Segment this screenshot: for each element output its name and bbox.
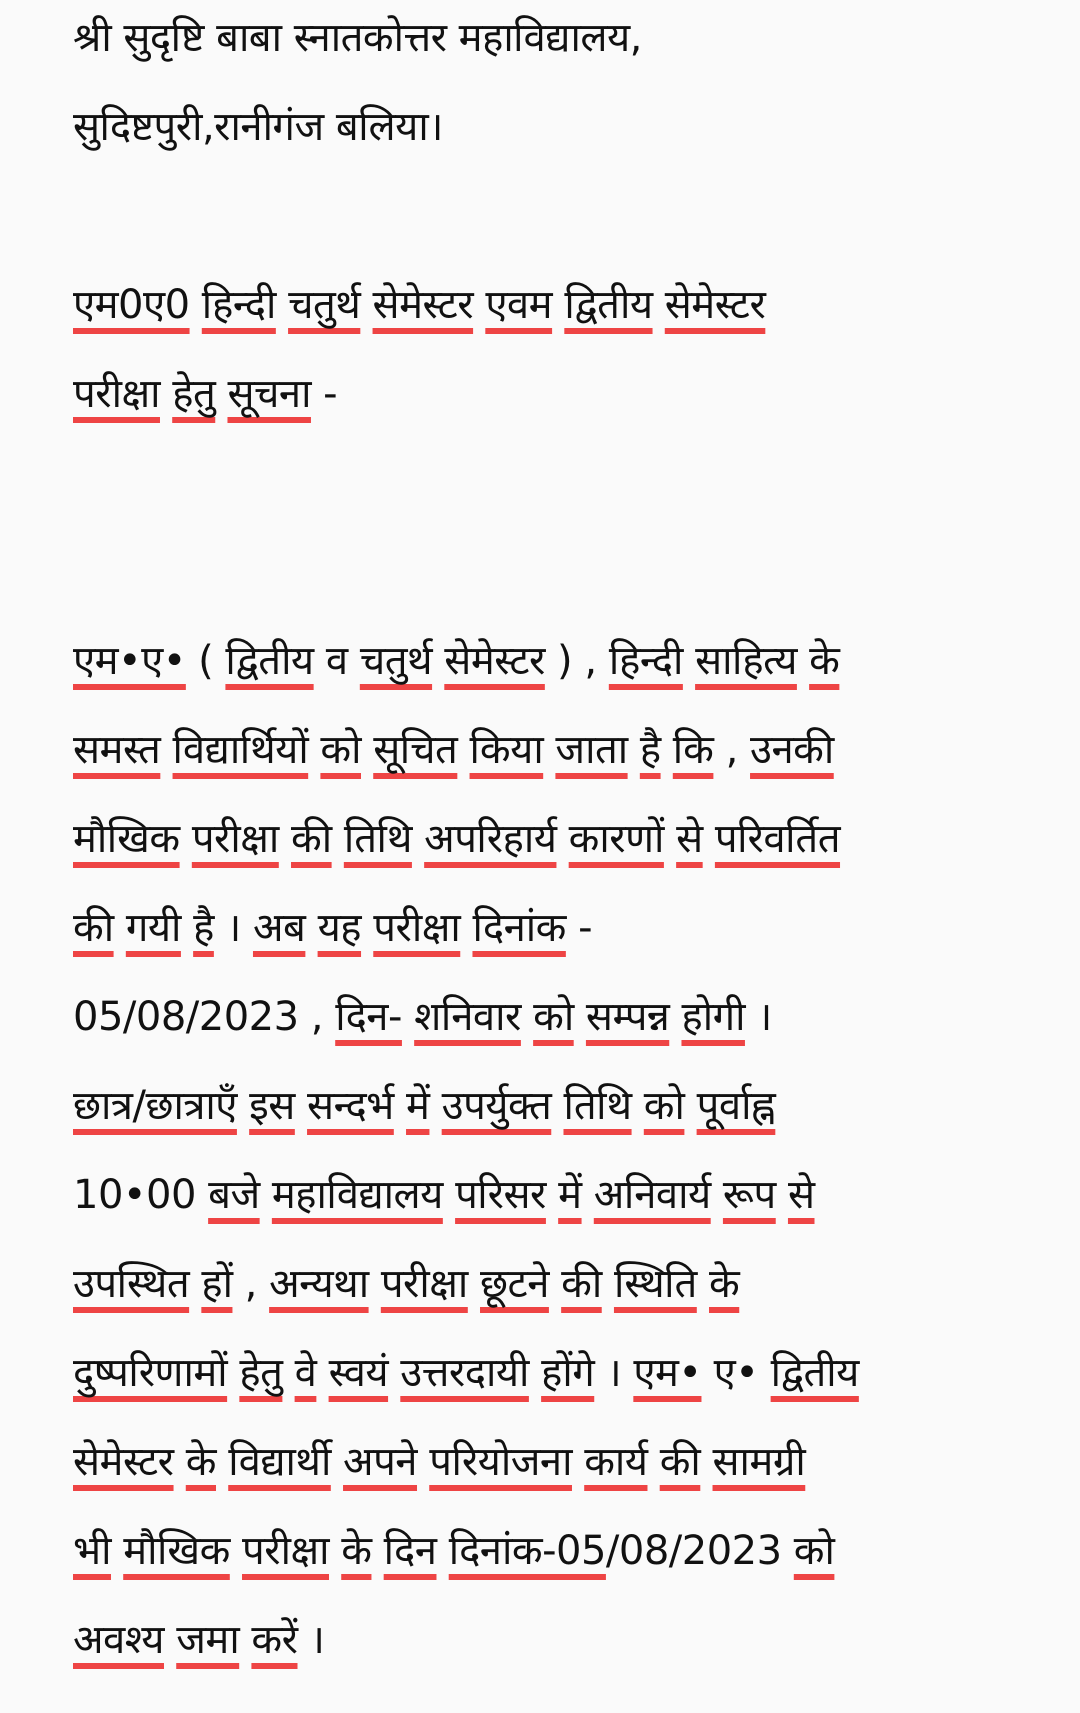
text-line [73, 1163, 1013, 1252]
misspelled-word[interactable]: दिन [383, 1528, 437, 1574]
text-run [457, 727, 469, 773]
misspelled-word[interactable]: सम्पन्न [585, 994, 670, 1040]
misspelled-word[interactable]: इस [249, 1083, 295, 1129]
text-run [329, 1528, 341, 1574]
text-run [436, 1528, 448, 1574]
misspelled-word[interactable]: उपस्थित [73, 1261, 190, 1307]
text-line [73, 718, 1013, 807]
misspelled-word[interactable]: के [709, 1261, 740, 1307]
text-run: श्री सुदृष्टि बाबा स्नातकोत्तर महाविद्यालय, [73, 15, 642, 61]
misspelled-word[interactable]: होगी [681, 994, 745, 1040]
misspelled-word[interactable]: अनिवार्य [593, 1172, 711, 1218]
misspelled-word[interactable]: हिन्दी [608, 638, 683, 684]
text-run: । [213, 905, 253, 951]
text-run: /08/2023 [605, 1528, 794, 1574]
text-run [237, 1083, 249, 1129]
misspelled-word[interactable]: सेमेस्टर [664, 282, 766, 328]
misspelled-word[interactable]: परिसर [455, 1172, 546, 1218]
blank-line [73, 451, 1013, 540]
text-run: सुदिष्टपुरी,रानीगंज बलिया। [73, 104, 443, 150]
misspelled-word[interactable]: छूटने [480, 1261, 549, 1307]
misspelled-word[interactable]: जाता [555, 727, 628, 773]
text-run [260, 1172, 272, 1218]
misspelled-word[interactable]: एम• [633, 1350, 702, 1396]
text-run [697, 1261, 709, 1307]
misspelled-word[interactable]: अन्यथा [269, 1261, 369, 1307]
misspelled-word[interactable]: शनिवार [414, 994, 521, 1040]
misspelled-word[interactable]: यह [317, 905, 362, 951]
text-run [361, 905, 373, 951]
text-run [316, 1350, 328, 1396]
text-line [73, 1341, 1013, 1430]
text-run [361, 727, 373, 773]
misspelled-word[interactable]: चतुर्थ [359, 638, 433, 684]
text-run: - [565, 905, 593, 951]
misspelled-word[interactable]: एवम [485, 282, 553, 328]
text-run: ए• [701, 1350, 771, 1396]
misspelled-word[interactable]: उपर्युक्त [441, 1083, 552, 1129]
misspelled-word[interactable]: तिथि [563, 1083, 632, 1129]
text-run [160, 371, 172, 417]
text-line [73, 896, 1013, 985]
misspelled-word[interactable]: हिन्दी [201, 282, 276, 328]
misspelled-word[interactable]: के [809, 638, 840, 684]
text-run [230, 1528, 242, 1574]
text-run [279, 816, 291, 862]
misspelled-word[interactable]: विद्यार्थियों [172, 727, 309, 773]
text-run: । [297, 1617, 325, 1663]
misspelled-word[interactable]: की [659, 1439, 701, 1485]
text-line [73, 95, 1013, 184]
text-run [556, 816, 568, 862]
misspelled-word[interactable]: को [643, 1083, 685, 1129]
misspelled-word[interactable]: दिन- [335, 994, 402, 1040]
text-run [664, 816, 676, 862]
text-line [73, 1519, 1013, 1608]
misspelled-word[interactable]: है [639, 727, 661, 773]
misspelled-word[interactable]: जमा [176, 1617, 240, 1663]
misspelled-word[interactable]: में [558, 1172, 582, 1218]
misspelled-word[interactable]: एम•ए• [73, 638, 186, 684]
misspelled-word[interactable]: मौखिक [73, 816, 180, 862]
text-run [164, 1617, 176, 1663]
misspelled-word[interactable]: रूप [722, 1172, 776, 1218]
misspelled-word[interactable]: परीक्षा [191, 816, 279, 862]
text-run [552, 282, 564, 328]
blank-line [73, 540, 1013, 629]
misspelled-word[interactable]: परीक्षा [242, 1528, 329, 1574]
text-run: व [313, 638, 360, 684]
text-run [776, 1172, 788, 1218]
text-run [432, 638, 444, 684]
misspelled-word[interactable]: दुष्परिणामों [73, 1350, 228, 1396]
text-run [369, 1261, 381, 1307]
text-run: ) , [544, 638, 609, 684]
text-line [73, 273, 1013, 362]
text-run [653, 282, 665, 328]
text-line [73, 6, 1013, 95]
misspelled-word[interactable]: उनकी [750, 727, 834, 773]
misspelled-word[interactable]: को [793, 1528, 835, 1574]
misspelled-word[interactable]: भी [73, 1528, 111, 1574]
misspelled-word[interactable]: स्वयं [328, 1350, 389, 1396]
text-run [360, 282, 372, 328]
text-run [582, 1172, 594, 1218]
misspelled-word[interactable]: बजे [208, 1172, 260, 1218]
text-run [174, 1439, 186, 1485]
misspelled-word[interactable]: मौखिक [123, 1528, 230, 1574]
text-run [443, 1172, 455, 1218]
misspelled-word[interactable]: हों [201, 1261, 233, 1307]
text-line [73, 1074, 1013, 1163]
misspelled-word[interactable]: वे [294, 1350, 317, 1396]
misspelled-word[interactable]: उत्तरदायी [400, 1350, 529, 1396]
misspelled-word[interactable]: हेतु [172, 371, 216, 417]
text-run [189, 1261, 201, 1307]
text-run: , [713, 727, 751, 773]
misspelled-word[interactable]: स्थिति [613, 1261, 697, 1307]
text-run [700, 1439, 712, 1485]
text-run [543, 727, 555, 773]
misspelled-word[interactable]: किया [469, 727, 544, 773]
misspelled-word[interactable]: परीक्षा [380, 1261, 468, 1307]
misspelled-word[interactable]: सेमेस्टर [73, 1439, 174, 1485]
text-run [371, 1528, 383, 1574]
text-run [684, 1083, 696, 1129]
misspelled-word[interactable]: पूर्वाह्न [696, 1083, 776, 1129]
text-run [572, 1439, 584, 1485]
text-run [111, 1528, 123, 1574]
misspelled-word[interactable]: साहित्य [695, 638, 797, 684]
text-line [73, 807, 1013, 896]
misspelled-word[interactable]: की [291, 816, 332, 862]
text-run [402, 994, 414, 1040]
misspelled-word[interactable]: कि [672, 727, 714, 773]
misspelled-word[interactable]: गयी [125, 905, 181, 951]
misspelled-word[interactable]: द्वितीय [225, 638, 314, 684]
misspelled-word[interactable]: परिवर्तित [714, 816, 841, 862]
misspelled-word[interactable]: अपरिहार्य [424, 816, 557, 862]
text-line [73, 985, 1013, 1074]
misspelled-word[interactable]: दिनांक [472, 905, 566, 951]
text-run [412, 816, 424, 862]
note-editor[interactable] [73, 0, 1013, 1713]
misspelled-word[interactable]: महाविद्यालय [271, 1172, 443, 1218]
text-run [331, 1439, 343, 1485]
text-run [227, 1350, 239, 1396]
text-run [417, 1439, 429, 1485]
misspelled-word[interactable]: अपने [343, 1439, 418, 1485]
misspelled-word[interactable]: चतुर्थ [288, 282, 361, 328]
text-run [574, 994, 586, 1040]
misspelled-word[interactable]: द्वितीय [770, 1350, 859, 1396]
misspelled-word[interactable]: कारणों [568, 816, 664, 862]
blank-line [73, 184, 1013, 273]
text-line [73, 362, 1013, 451]
misspelled-word[interactable]: के [341, 1528, 372, 1574]
text-run [711, 1172, 723, 1218]
text-line [73, 1430, 1013, 1519]
misspelled-word[interactable]: विद्यार्थी [228, 1439, 331, 1485]
text-run [276, 282, 288, 328]
misspelled-word[interactable]: द्वितीय [564, 282, 653, 328]
text-run [703, 816, 715, 862]
misspelled-word[interactable]: सेमेस्टर [444, 638, 545, 684]
text-run [460, 905, 472, 951]
text-run: 05/08/2023 , [73, 994, 336, 1040]
misspelled-word[interactable]: अब [252, 905, 306, 951]
misspelled-word[interactable]: सन्दर्भ [307, 1083, 394, 1129]
misspelled-word[interactable]: को [320, 727, 361, 773]
text-run: । [594, 1350, 634, 1396]
misspelled-word[interactable]: में [406, 1083, 430, 1129]
text-run [632, 1083, 644, 1129]
text-run [114, 905, 126, 951]
text-run [282, 1350, 294, 1396]
text-run: 10•00 [73, 1172, 209, 1218]
text-run [468, 1261, 480, 1307]
text-run [647, 1439, 659, 1485]
misspelled-word[interactable]: को [533, 994, 574, 1040]
text-run [551, 1083, 563, 1129]
text-run [549, 1261, 561, 1307]
text-line [73, 629, 1013, 718]
text-line [73, 1252, 1013, 1341]
text-run [180, 816, 192, 862]
misspelled-word[interactable]: होंगे [541, 1350, 595, 1396]
text-run [181, 905, 193, 951]
misspelled-word[interactable]: से [676, 816, 703, 862]
text-run [308, 727, 320, 773]
text-run: - [310, 371, 338, 417]
misspelled-word[interactable]: सेमेस्टर [372, 282, 474, 328]
text-run [215, 371, 227, 417]
misspelled-word[interactable]: परीक्षा [373, 905, 461, 951]
misspelled-word[interactable]: से [787, 1172, 815, 1218]
misspelled-word[interactable]: तिथि [343, 816, 412, 862]
text-run [388, 1350, 400, 1396]
text-run [521, 994, 533, 1040]
text-run [295, 1083, 307, 1129]
misspelled-word[interactable]: छात्र/छात्राएँ [73, 1083, 237, 1129]
misspelled-word[interactable]: एम0ए0 [73, 282, 190, 328]
text-run [529, 1350, 541, 1396]
misspelled-word[interactable]: कार्य [584, 1439, 648, 1485]
text-run: , [232, 1261, 270, 1307]
misspelled-word[interactable]: हेतु [239, 1350, 283, 1396]
text-run [305, 905, 317, 951]
text-run [216, 1439, 228, 1485]
text-run [429, 1083, 441, 1129]
text-line [73, 1608, 1013, 1697]
misspelled-word[interactable]: अवश्य [73, 1617, 164, 1663]
text-run [394, 1083, 406, 1129]
text-run [190, 282, 202, 328]
text-run [602, 1261, 614, 1307]
text-run [669, 994, 681, 1040]
text-run [546, 1172, 558, 1218]
misspelled-word[interactable]: परीक्षा [73, 371, 160, 417]
text-run [661, 727, 673, 773]
misspelled-word[interactable]: है [193, 905, 214, 951]
text-run: ( [185, 638, 226, 684]
misspelled-word[interactable]: सूचित [373, 727, 458, 773]
text-run: । [744, 994, 772, 1040]
misspelled-word[interactable]: दिनांक-05 [448, 1528, 606, 1574]
misspelled-word[interactable]: परियोजना [429, 1439, 572, 1485]
text-run [160, 727, 172, 773]
text-run [683, 638, 695, 684]
misspelled-word[interactable]: की [73, 905, 114, 951]
misspelled-word[interactable]: सूचना [227, 371, 311, 417]
misspelled-word[interactable]: करें [251, 1617, 298, 1663]
text-run [797, 638, 809, 684]
misspelled-word[interactable]: की [561, 1261, 602, 1307]
text-run [239, 1617, 251, 1663]
text-run [332, 816, 344, 862]
text-run [473, 282, 485, 328]
misspelled-word[interactable]: सामग्री [712, 1439, 806, 1485]
misspelled-word[interactable]: के [185, 1439, 216, 1485]
misspelled-word[interactable]: समस्त [73, 727, 161, 773]
text-run [628, 727, 640, 773]
